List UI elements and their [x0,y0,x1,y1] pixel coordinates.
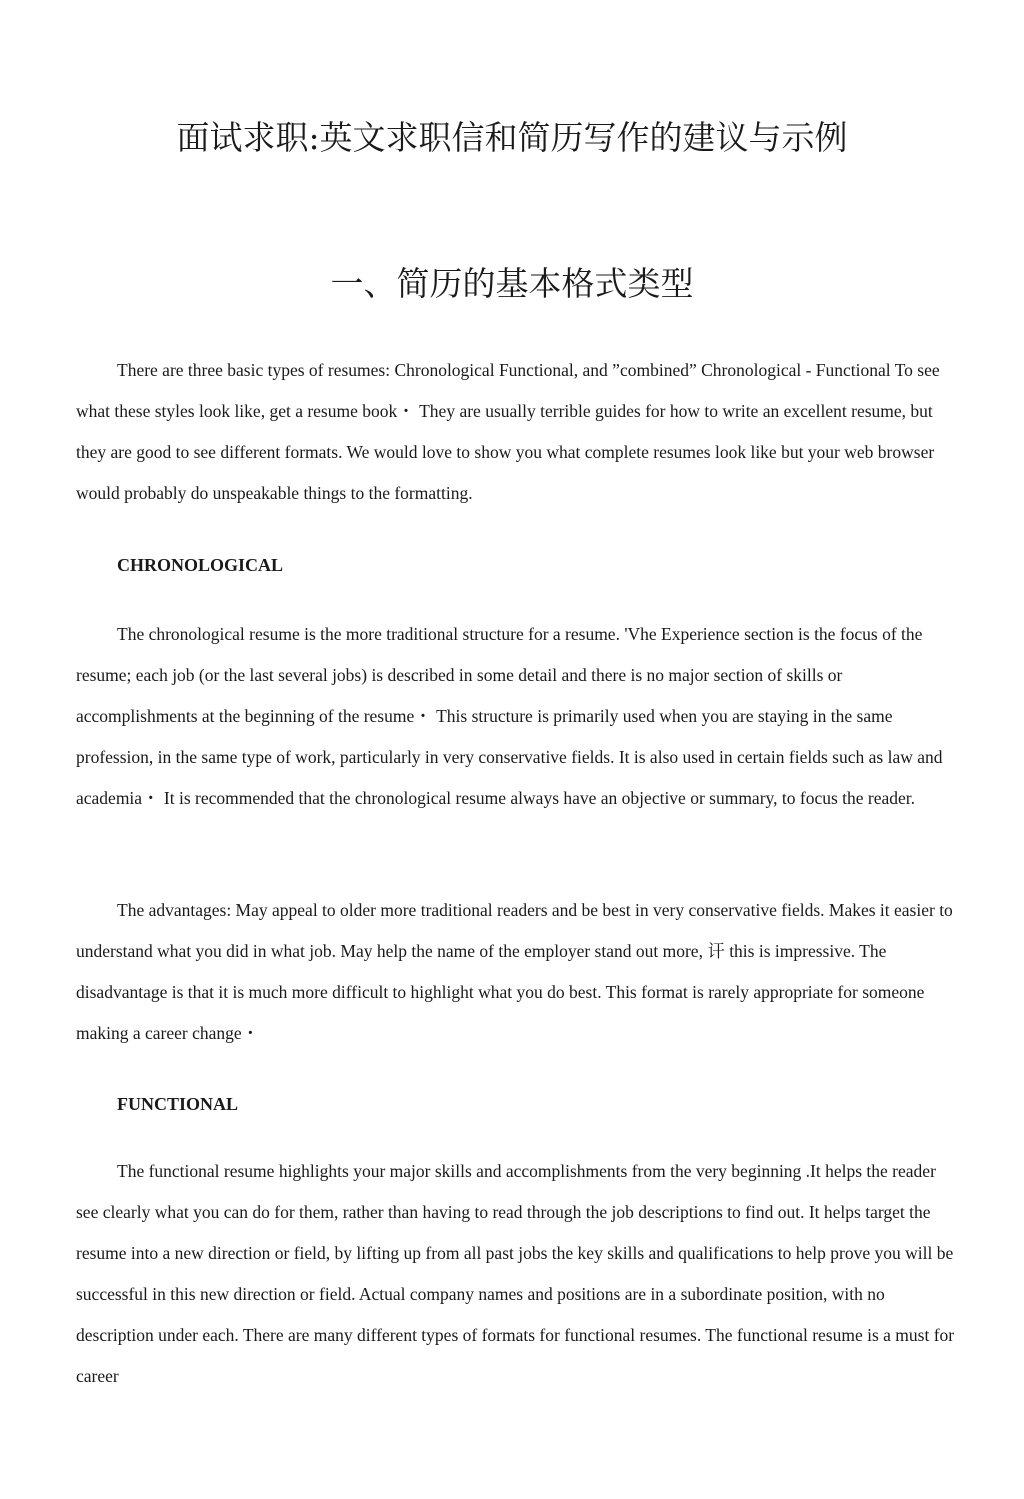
document-title: 面试求职:英文求职信和简历写作的建议与示例 [176,118,848,157]
functional-paragraph: The functional resume highlights your major skills and accomplishments from the very beginning .It helps the reader see clearly what you can do for them, rather than having to read through the job descriptions to find out. It helps target the resume into a new direction or field, by lifting up from all past jobs the key skills and qualifications to help prove you will be successful in this new direction or field. Actual company names and positions are in a subordinate position, with no description under each. There are many different types of formats for functional resumes. The functional resume is a must for career [76,1161,955,1386]
chronological-paragraph: The chronological resume is the more traditional structure for a resume. 'Vhe Experience section is the focus of the resume; each job (or the last several jobs) is described in some detail and there is no major section of skills or accomplishments at the beginning of the resume・ This structure is primarily used when you are staying in the same profession, in the same type of work, particularly in very conservative fields. It is also used in certain fields such as law and academia・ It is recommended that the chronological resume always have an objective or summary, to focus the reader. [76,624,943,808]
functional-heading: FUNCTIONAL [117,1094,239,1114]
chronological-heading: CHRONOLOGICAL [117,555,284,575]
intro-paragraph: There are three basic types of resumes: Chronological Functional, and ”combined” Chronological - Functional To see what these styles look like, get a resume book・ They are usually terrible guides for how to write an excellent resume, but they are good to see different formats. We would love to show you what complete resumes look like but your web browser would probably do unspeakable things to the formatting. [76,360,940,503]
advantages-paragraph: The advantages: May appeal to older more traditional readers and be best in very conservative fields. Makes it easier to understand what you did in what job. May help the name of the employer stand out more, 讦 this is impressive. The disadvantage is that it is much more difficult to highlight what you do best. This format is rarely appropriate for someone making a career change・ [76,900,953,1043]
section-title: 一、简历的基本格式类型 [330,264,694,303]
